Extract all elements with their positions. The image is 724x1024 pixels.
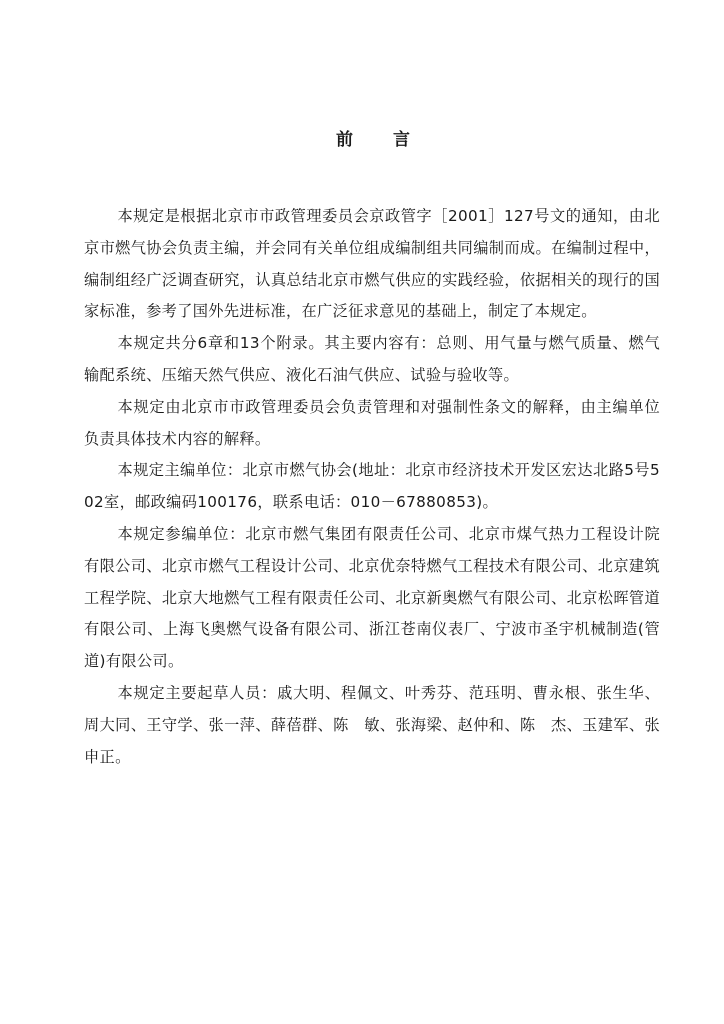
paragraph-management: 本规定由北京市市政管理委员会负责管理和对强制性条文的解释，由主编单位负责具体技术内容的解释。: [84, 397, 660, 448]
paragraph-origin: 本规定是根据北京市市政管理委员会京政管字［2001］127号文的通知，由北京市燃气协会负责主编，并会同有关单位组成编制组共同编制而成。在编制过程中，编制组经广泛调查研究，认真总结北京市燃气供应的实践经验，依据相关的现行的国家标准，参考了国外先进标准，在广泛征求意见的基础上，制定了本规定。: [84, 207, 660, 321]
paragraph-drafters: 本规定主要起草人员：戚大明、程佩文、叶秀芬、范珏明、曹永根、张生华、周大同、王守学、张一萍、薛蓓群、陈 敏、张海梁、赵仲和、陈 杰、玉建军、张申正。: [84, 683, 660, 766]
paragraph-chief-editor: 本规定主编单位：北京市燃气协会(地址：北京市经济技术开发区宏达北路5号502室，邮政编码100176，联系电话：010－67880853)。: [84, 461, 660, 512]
document-body: [84, 201, 660, 773]
page-title: 前言: [336, 130, 450, 150]
paragraph-contents: 本规定共分6章和13个附录。其主要内容有：总则、用气量与燃气质量、燃气输配系统、压缩天然气供应、液化石油气供应、试验与验收等。: [84, 334, 660, 384]
paragraph-participating-units: 本规定参编单位：北京市燃气集团有限责任公司、北京市煤气热力工程设计院有限公司、北京市燃气工程设计公司、北京优奈特燃气工程技术有限公司、北京建筑工程学院、北京大地燃气工程有限责任公司、北京新奥燃气有限公司、北京松晖管道有限公司、上海飞奥燃气设备有限公司、浙江苍南仪表厂、宁波市圣宇机械制造(管道)有限公司。: [84, 524, 660, 671]
